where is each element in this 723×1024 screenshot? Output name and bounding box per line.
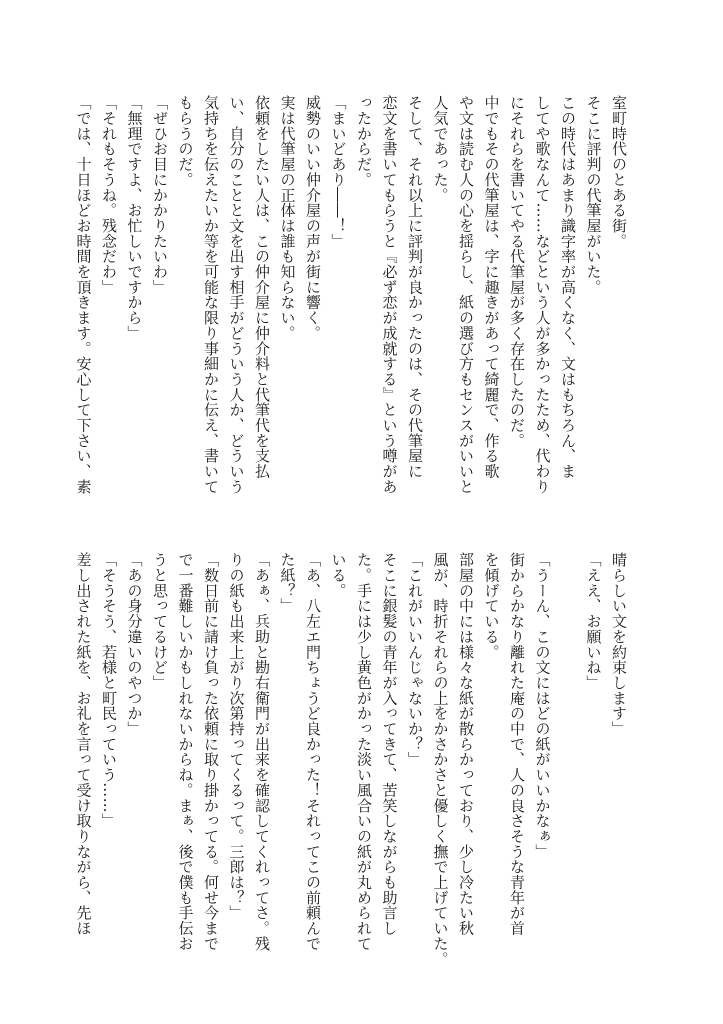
text-line: を傾げている。 xyxy=(482,552,501,660)
text-line: や文は読む人の心を揺らし、紙の選び方もセンスがいいと xyxy=(457,95,475,495)
text-line: ったからだ。 xyxy=(355,95,373,188)
text-line: た。手には少し黄色がかった淡い風合いの紙が丸められて xyxy=(355,552,373,952)
text-line: 「ぜひお目にかかりたいわ」 xyxy=(151,95,169,295)
text-line: 「あ、八左エ門ちょうど良かった！それってこの前頼んで xyxy=(304,552,322,952)
text-line: そして、それ以上に評判が良かったのは、その代筆屋に xyxy=(406,95,424,479)
text-line: 「そうそう、若様と町民っていう……」 xyxy=(100,552,118,829)
text-line: 「それもそうね。残念だわ」 xyxy=(100,95,118,295)
text-line: 「無理ですよ、お忙しいですから」 xyxy=(125,95,144,341)
text-line: そこに銀髪の青年が入ってきて、苦笑しながらも助言し xyxy=(380,552,399,936)
text-line: 「まいどあり――！」 xyxy=(329,95,348,249)
text-line: もらうのだ。 xyxy=(176,95,195,188)
text-line: いる。 xyxy=(329,552,348,599)
text-line: い、自分のことと文を出す相手がどういう人か、どういう xyxy=(227,95,246,495)
text-line: 恋文を書いてもらうと『必ず恋が成就する』という噂があ xyxy=(380,95,399,495)
text-line: 依頼をしたい人は、この仲介屋に仲介料と代筆代を支払 xyxy=(253,95,271,479)
text-line: 街からかなり離れた庵の中で、人の良さそうな青年が首 xyxy=(508,552,526,936)
text-line: うと思ってるけど」 xyxy=(151,552,169,691)
text-line: 「うーん、この文にはどの紙がいいかなぁ」 xyxy=(533,552,552,859)
text-line xyxy=(555,552,581,924)
text-line: そこに評判の代筆屋がいた。 xyxy=(584,95,603,295)
text-line: りの紙も出来上がり次第持ってくるって。三郎は？」 xyxy=(227,552,246,921)
text-line: 「これがいいんじゃないか？」 xyxy=(406,552,424,767)
text-line: 人気であった。 xyxy=(431,95,450,203)
text-line: 「ええ、お願いね」 xyxy=(584,552,603,691)
text-line: 中でもその代筆屋は、字に趣きがあって綺麗で、作る歌 xyxy=(482,95,501,479)
text-line: 「数日前に請け負った依頼に取り掛かってる。何せ今まで xyxy=(202,552,220,952)
text-line: 「あぁ、兵助と勘右衛門が出来を確認してくれってさ。残 xyxy=(253,552,271,952)
text-line: 気持ちを伝えたいか等を可能な限り事細かに伝え、書いて xyxy=(202,95,220,495)
text-line: 差し出された紙を、お礼を言って受け取りながら、先ほ xyxy=(74,552,93,936)
text-line: 威勢のいい仲介屋の声が街に響く。 xyxy=(304,95,322,341)
text-line: してや歌なんて……などという人が多かったため、代わり xyxy=(533,95,552,495)
text-line: 晴らしい文を約束します」 xyxy=(610,552,628,737)
upper-text-block xyxy=(74,95,631,505)
text-line: た紙？」 xyxy=(278,552,297,614)
text-line: にそれらを書いてやる代筆屋が多く存在したのだ。 xyxy=(508,95,526,449)
text-line: 「では、十日ほどお時間を頂きます。安心して下さい、素 xyxy=(74,95,93,495)
lower-text-block xyxy=(74,552,631,967)
text-line: 風が、時折それらの上をかさかさと優しく撫で上げていた。 xyxy=(431,552,450,967)
text-line: 部屋の中には様々な紙が散らかっており、少し冷たい秋 xyxy=(457,552,475,936)
text-line: この時代はあまり識字率が高くなく、文はもちろん、ま xyxy=(559,95,577,479)
text-line: 「あの身分違いのやつか」 xyxy=(125,552,144,737)
text-line: 室町時代のとある街。 xyxy=(610,95,628,249)
text-line: 実は代筆屋の正体は誰も知らない。 xyxy=(278,95,297,341)
text-line: で一番難しいかもしれないからね。まぁ、後で僕も手伝お xyxy=(176,552,195,952)
